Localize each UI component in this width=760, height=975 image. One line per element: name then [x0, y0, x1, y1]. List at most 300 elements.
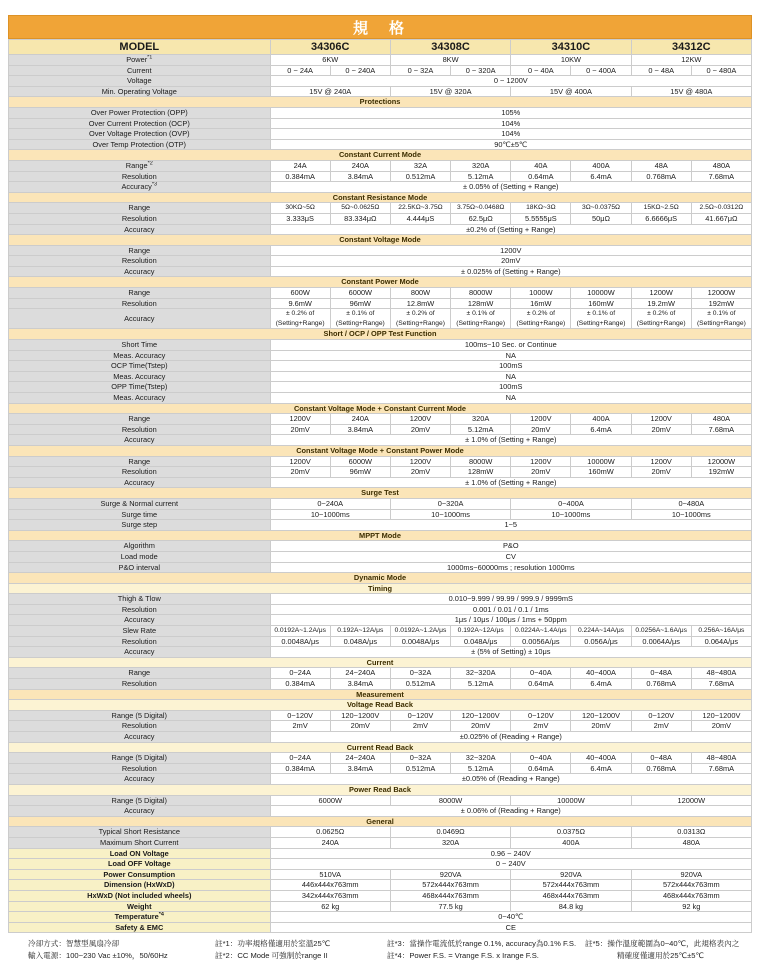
spec-value: 0.384mA: [270, 679, 330, 690]
spec-row: [9, 456, 752, 467]
spec-row: [9, 763, 752, 774]
spec-value: 0 ~ 24A: [270, 65, 330, 76]
spec-row: [9, 498, 752, 509]
spec-value: 8000W: [390, 795, 510, 806]
spec-value: 20mV: [511, 424, 571, 435]
spec-value: 0.512mA: [390, 679, 450, 690]
page-title: [8, 15, 752, 39]
section-title: Constant Voltage Mode + Constant Power Mode: [9, 445, 752, 456]
row-label: Thigh & Tlow: [9, 594, 271, 605]
spec-row: [9, 679, 752, 690]
spec-value: ± 0.1% of (Setting+Range): [451, 309, 511, 329]
spec-value: 480A: [631, 837, 751, 848]
spec-value: 468x444x763mm: [631, 890, 751, 901]
spec-value: 0.064A/μs: [691, 636, 751, 647]
spec-value: 0.256A~16A/μs: [691, 626, 751, 637]
spec-value: 0 ~ 320A: [451, 65, 511, 76]
spec-value: 120~1200V: [451, 710, 511, 721]
section-title: Protections: [9, 97, 752, 108]
row-label: Power Consumption: [9, 869, 271, 880]
spec-value: ±0.2% of (Setting + Range): [270, 224, 751, 235]
spec-row: [9, 859, 752, 870]
spec-value: 48~480A: [691, 668, 751, 679]
spec-value: 2mV: [390, 721, 450, 732]
spec-value: 40~400A: [571, 753, 631, 764]
row-label: OCP Time(Tstep): [9, 361, 271, 372]
spec-value: 12KW: [631, 55, 751, 66]
spec-value: NA: [270, 393, 751, 404]
spec-value: 100ms~10 Sec. or Continue: [270, 340, 751, 351]
spec-value: 0.0048A/μs: [390, 636, 450, 647]
spec-value: 3.84mA: [330, 763, 390, 774]
spec-row: [9, 118, 752, 129]
spec-value: 600W: [270, 288, 330, 299]
section-title: Dynamic Mode: [9, 573, 752, 584]
spec-value: 3.75Ω~0.0468Ω: [451, 203, 511, 214]
footnote-line: 輸入電源：100~230 Vac ±10%，50/60Hz: [28, 950, 168, 960]
spec-value: 0.192A~12A/μs: [451, 626, 511, 637]
section-title: Surge Test: [9, 488, 752, 499]
spec-value: 20mV: [511, 467, 571, 478]
spec-value: ±0.05% of (Reading + Range): [270, 774, 751, 785]
spec-value: 3.84mA: [330, 424, 390, 435]
spec-value: 120~1200V: [691, 710, 751, 721]
row-label: Resolution: [9, 721, 271, 732]
spec-row: [9, 732, 752, 743]
spec-value: 84.8 kg: [511, 901, 631, 912]
row-label: Range (5 Digital): [9, 710, 271, 721]
row-label: Resolution: [9, 298, 271, 309]
spec-value: 24~240A: [330, 753, 390, 764]
spec-value: 7.68mA: [691, 679, 751, 690]
spec-row: [9, 668, 752, 679]
spec-value: 0~48A: [631, 668, 691, 679]
spec-row: [9, 86, 752, 97]
row-label: Range: [9, 414, 271, 425]
spec-value: 480A: [691, 160, 751, 171]
spec-row: [9, 139, 752, 150]
footnote-marker: *1: [147, 54, 153, 61]
row-label: Accuracy: [9, 435, 271, 446]
row-label: Range (5 Digital): [9, 753, 271, 764]
spec-value: 77.5 kg: [390, 901, 510, 912]
subsection-row: [9, 784, 752, 795]
spec-value: 12000W: [691, 288, 751, 299]
spec-row: [9, 509, 752, 520]
spec-value: 1200V: [270, 414, 330, 425]
section-title: Constant Voltage Mode: [9, 235, 752, 246]
footnote-marker: *4: [158, 911, 164, 918]
spec-value: 0.192A~12A/μs: [330, 626, 390, 637]
footnote-line: 註*3：當操作電流低於range 0.1%, accuracy為0.1% F.S.: [387, 939, 577, 949]
spec-row: [9, 203, 752, 214]
row-label: Algorithm: [9, 541, 271, 552]
row-label: Resolution: [9, 467, 271, 478]
section-title: Measurement: [9, 689, 752, 700]
section-title: Constant Power Mode: [9, 277, 752, 288]
section-row: [9, 329, 752, 340]
section-title: General: [9, 816, 752, 827]
spec-value: 6.4mA: [571, 424, 631, 435]
spec-row: [9, 562, 752, 573]
spec-value: ± 0.1% of (Setting+Range): [691, 309, 751, 329]
spec-row: [9, 288, 752, 299]
spec-row: [9, 467, 752, 478]
model-row: [9, 40, 752, 55]
row-label: Surge step: [9, 520, 271, 531]
spec-value: 0.768mA: [631, 763, 691, 774]
spec-value: 7.68mA: [691, 424, 751, 435]
row-label: Range: [9, 245, 271, 256]
spec-value: 10~1000ms: [390, 509, 510, 520]
spec-row: [9, 361, 752, 372]
spec-value: 572x444x763mm: [631, 880, 751, 891]
spec-value: 0.768mA: [631, 171, 691, 182]
row-label: Accuracy: [9, 774, 271, 785]
spec-value: ± 0.2% of (Setting+Range): [390, 309, 450, 329]
footnotes: [8, 938, 752, 961]
footnote-column: [28, 938, 215, 961]
spec-value: 20mV: [691, 721, 751, 732]
spec-value: 0.0256A~1.6A/μs: [631, 626, 691, 637]
spec-row: [9, 477, 752, 488]
row-label: Accuracy: [9, 224, 271, 235]
spec-value: 320A: [390, 837, 510, 848]
spec-value: 5.12mA: [451, 171, 511, 182]
spec-value: 0~24A: [270, 668, 330, 679]
spec-row: [9, 604, 752, 615]
section-row: [9, 445, 752, 456]
row-label: Min. Operating Voltage: [9, 86, 271, 97]
row-label: Accuracy: [9, 806, 271, 817]
spec-value: 12000W: [631, 795, 751, 806]
spec-value: 0~120V: [390, 710, 450, 721]
spec-value: 0~32A: [390, 668, 450, 679]
spec-value: 6.4mA: [571, 679, 631, 690]
row-label: Typical Short Resistance: [9, 827, 271, 838]
spec-value: 1200V: [270, 456, 330, 467]
spec-row: [9, 837, 752, 848]
section-row: [9, 689, 752, 700]
section-title: Constant Resistance Mode: [9, 192, 752, 203]
spec-value: 8000W: [451, 456, 511, 467]
spec-value: 100mS: [270, 361, 751, 372]
spec-value: 0.0625Ω: [270, 827, 390, 838]
spec-value: 20mV: [270, 256, 751, 267]
spec-value: 0.96 ~ 240V: [270, 848, 751, 859]
row-label: Range: [9, 288, 271, 299]
subsection-row: [9, 657, 752, 668]
spec-value: 0.0056A/μs: [511, 636, 571, 647]
spec-value: 90℃±5℃: [270, 139, 751, 150]
spec-value: 20mV: [451, 721, 511, 732]
spec-value: 0.512mA: [390, 763, 450, 774]
spec-value: 50μΩ: [571, 213, 631, 224]
row-label: Safety & EMC: [9, 922, 271, 933]
row-label: Resolution: [9, 679, 271, 690]
spec-value: 24~240A: [330, 668, 390, 679]
spec-value: CV: [270, 551, 751, 562]
spec-value: 920VA: [511, 869, 631, 880]
row-label: Load mode: [9, 551, 271, 562]
spec-value: 83.334μΩ: [330, 213, 390, 224]
subsection-title: Current: [9, 657, 752, 668]
spec-value: 0.224A~14A/μs: [571, 626, 631, 637]
spec-value: 0~40A: [511, 753, 571, 764]
spec-row: [9, 107, 752, 118]
spec-value: 12000W: [691, 456, 751, 467]
spec-value: 8000W: [451, 288, 511, 299]
row-label: Accuracy: [9, 647, 271, 658]
spec-value: 0.0192A~1.2A/μs: [270, 626, 330, 637]
spec-value: 6000W: [330, 288, 390, 299]
spec-value: 0.64mA: [511, 763, 571, 774]
row-label: HxWxD (Not included wheels): [9, 890, 271, 901]
spec-value: 0.001 / 0.01 / 0.1 / 1ms: [270, 604, 751, 615]
row-label: Range: [9, 456, 271, 467]
spec-value: ± 0.2% of (Setting+Range): [511, 309, 571, 329]
spec-value: 20mV: [330, 721, 390, 732]
spec-value: 20mV: [571, 721, 631, 732]
spec-value: 0~120V: [631, 710, 691, 721]
spec-value: 920VA: [390, 869, 510, 880]
spec-value: 400A: [511, 837, 631, 848]
spec-value: 0~120V: [511, 710, 571, 721]
spec-row: [9, 753, 752, 764]
spec-row: [9, 266, 752, 277]
spec-value: 41.667μΩ: [691, 213, 751, 224]
spec-value: 0 ~ 48A: [631, 65, 691, 76]
spec-value: 20mV: [390, 424, 450, 435]
spec-value: 0~24A: [270, 753, 330, 764]
spec-value: 4.444μS: [390, 213, 450, 224]
spec-value: 572x444x763mm: [390, 880, 510, 891]
spec-value: 0.384mA: [270, 763, 330, 774]
spec-value: 10000W: [511, 795, 631, 806]
spec-row: [9, 414, 752, 425]
spec-value: 0 ~ 240V: [270, 859, 751, 870]
spec-value: 6000W: [270, 795, 390, 806]
section-row: [9, 277, 752, 288]
spec-value: 10000W: [571, 288, 631, 299]
spec-value: 104%: [270, 118, 751, 129]
spec-value: 572x444x763mm: [511, 880, 631, 891]
spec-value: 0.384mA: [270, 171, 330, 182]
spec-value: 7.68mA: [691, 171, 751, 182]
row-label: Dimension (HxWxD): [9, 880, 271, 891]
spec-value: 400A: [571, 160, 631, 171]
spec-value: 12.8mW: [390, 298, 450, 309]
row-label: Range$^{*2}$: [9, 160, 271, 171]
spec-value: ± 0.025% of (Setting + Range): [270, 266, 751, 277]
spec-value: 160mW: [571, 298, 631, 309]
spec-value: 15V @ 400A: [511, 86, 631, 97]
spec-value: 5.12mA: [451, 679, 511, 690]
spec-value: 1200V: [270, 245, 751, 256]
footnote-line: 精確度僅適用於25℃±5℃: [617, 950, 705, 960]
spec-value: 192mW: [691, 467, 751, 478]
spec-value: 0~48A: [631, 753, 691, 764]
spec-value: ± (5% of Setting) ± 10μs: [270, 647, 751, 658]
row-label: Slew Rate: [9, 626, 271, 637]
row-label: P&O interval: [9, 562, 271, 573]
row-label: Range: [9, 203, 271, 214]
spec-value: 15V @ 240A: [270, 86, 390, 97]
row-label: Accuracy: [9, 477, 271, 488]
spec-table-body: [9, 40, 752, 933]
spec-row: [9, 901, 752, 912]
row-label: Resolution: [9, 604, 271, 615]
spec-value: 3.333μS: [270, 213, 330, 224]
spec-row: [9, 160, 752, 171]
spec-value: 0.048A/μs: [451, 636, 511, 647]
row-label: MODEL: [9, 40, 271, 55]
spec-value: ± 0.1% of (Setting+Range): [571, 309, 631, 329]
spec-value: 160mW: [571, 467, 631, 478]
row-label: Resolution: [9, 636, 271, 647]
section-row: [9, 150, 752, 161]
row-label: Accuracy: [9, 732, 271, 743]
spec-value: 8KW: [390, 55, 510, 66]
row-label: Resolution: [9, 213, 271, 224]
spec-value: 6.4mA: [571, 763, 631, 774]
spec-row: [9, 869, 752, 880]
spec-value: 15V @ 320A: [390, 86, 510, 97]
row-label: Accuracy: [9, 615, 271, 626]
spec-row: [9, 880, 752, 891]
row-label: Meas. Accuracy: [9, 350, 271, 361]
spec-value: 342x444x763mm: [270, 890, 390, 901]
spec-row: [9, 615, 752, 626]
spec-row: [9, 541, 752, 552]
footnote-line: 冷卻方式：智慧型風扇冷卻: [28, 939, 120, 949]
spec-value: 1200V: [390, 456, 450, 467]
spec-value: 62.5μΩ: [451, 213, 511, 224]
spec-table: [8, 39, 752, 933]
subsection-row: [9, 583, 752, 594]
spec-value: 320A: [451, 414, 511, 425]
spec-value: 48A: [631, 160, 691, 171]
spec-value: 32~320A: [451, 668, 511, 679]
spec-value: 20mV: [270, 424, 330, 435]
spec-row: [9, 224, 752, 235]
spec-value: 0.768mA: [631, 679, 691, 690]
spec-row: [9, 626, 752, 637]
spec-value: 48~480A: [691, 753, 751, 764]
spec-value: 468x444x763mm: [511, 890, 631, 901]
spec-value: 3Ω~0.0375Ω: [571, 203, 631, 214]
spec-value: ± 1.0% of (Setting + Range): [270, 435, 751, 446]
spec-row: [9, 382, 752, 393]
section-row: [9, 97, 752, 108]
spec-value: 0 ~ 240A: [330, 65, 390, 76]
spec-value: 0 ~ 1200V: [270, 76, 751, 87]
spec-row: [9, 890, 752, 901]
row-label: Over Power Protection (OPP): [9, 107, 271, 118]
footnote-line: 註*4：Power F.S. = Vrange F.S. x Irange F.S.: [387, 950, 539, 960]
spec-value: 20mV: [631, 424, 691, 435]
spec-value: 0~400A: [511, 498, 631, 509]
spec-value: 10~1000ms: [270, 509, 390, 520]
spec-value: ± 1.0% of (Setting + Range): [270, 477, 751, 488]
spec-value: 0~320A: [390, 498, 510, 509]
spec-value: 0 ~ 480A: [691, 65, 751, 76]
spec-row: [9, 309, 752, 329]
spec-value: 7.68mA: [691, 763, 751, 774]
footnote-line: 註*1：功率規格僅適用於室溫25℃: [215, 939, 331, 949]
row-label: Power$^{*1}$: [9, 55, 271, 66]
spec-value: ± 0.2% of (Setting+Range): [270, 309, 330, 329]
spec-value: 62 kg: [270, 901, 390, 912]
spec-row: [9, 912, 752, 923]
spec-row: [9, 350, 752, 361]
spec-row: [9, 435, 752, 446]
spec-value: ± 0.06% of (Reading + Range): [270, 806, 751, 817]
spec-value: 10~1000ms: [631, 509, 751, 520]
spec-value: ± 0.05% of (Setting + Range): [270, 182, 751, 193]
spec-value: 0~480A: [631, 498, 751, 509]
spec-value: 100mS: [270, 382, 751, 393]
spec-row: [9, 182, 752, 193]
subsection-title: Timing: [9, 583, 752, 594]
spec-value: 1200V: [511, 414, 571, 425]
spec-row: [9, 647, 752, 658]
spec-value: 446x444x763mm: [270, 880, 390, 891]
row-label: Short Time: [9, 340, 271, 351]
spec-row: [9, 806, 752, 817]
spec-value: 6.4mA: [571, 171, 631, 182]
spec-value: 30KΩ~5Ω: [270, 203, 330, 214]
spec-value: 800W: [390, 288, 450, 299]
section-row: [9, 573, 752, 584]
row-label: Resolution: [9, 171, 271, 182]
spec-value: 10~1000ms: [511, 509, 631, 520]
spec-value: 6000W: [330, 456, 390, 467]
spec-row: [9, 636, 752, 647]
spec-value: NA: [270, 350, 751, 361]
spec-value: 20mV: [390, 467, 450, 478]
footnote-marker: *3: [151, 181, 158, 188]
spec-value: 400A: [571, 414, 631, 425]
model-name: 34306C: [270, 40, 390, 55]
section-row: [9, 488, 752, 499]
footnote-column: [585, 938, 760, 961]
page-title-text: 規 格: [352, 19, 407, 37]
spec-row: [9, 256, 752, 267]
spec-value: 105%: [270, 107, 751, 118]
spec-value: ± 0.2% of (Setting+Range): [631, 309, 691, 329]
spec-value: 0.0375Ω: [511, 827, 631, 838]
spec-value: 104%: [270, 129, 751, 140]
spec-value: 468x444x763mm: [390, 890, 510, 901]
section-row: [9, 235, 752, 246]
spec-value: 0~120V: [270, 710, 330, 721]
row-label: Accuracy: [9, 266, 271, 277]
spec-value: 0.0469Ω: [390, 827, 510, 838]
row-label: Accuracy: [9, 309, 271, 329]
spec-value: 15V @ 480A: [631, 86, 751, 97]
section-title: Constant Current Mode: [9, 150, 752, 161]
footnote-marker: *2: [147, 160, 153, 167]
spec-value: 1200V: [390, 414, 450, 425]
row-label: Surge time: [9, 509, 271, 520]
spec-value: 92 kg: [631, 901, 751, 912]
spec-value: 6.6666μS: [631, 213, 691, 224]
subsection-row: [9, 700, 752, 711]
spec-value: 192mW: [691, 298, 751, 309]
spec-value: 16mW: [511, 298, 571, 309]
spec-row: [9, 520, 752, 531]
